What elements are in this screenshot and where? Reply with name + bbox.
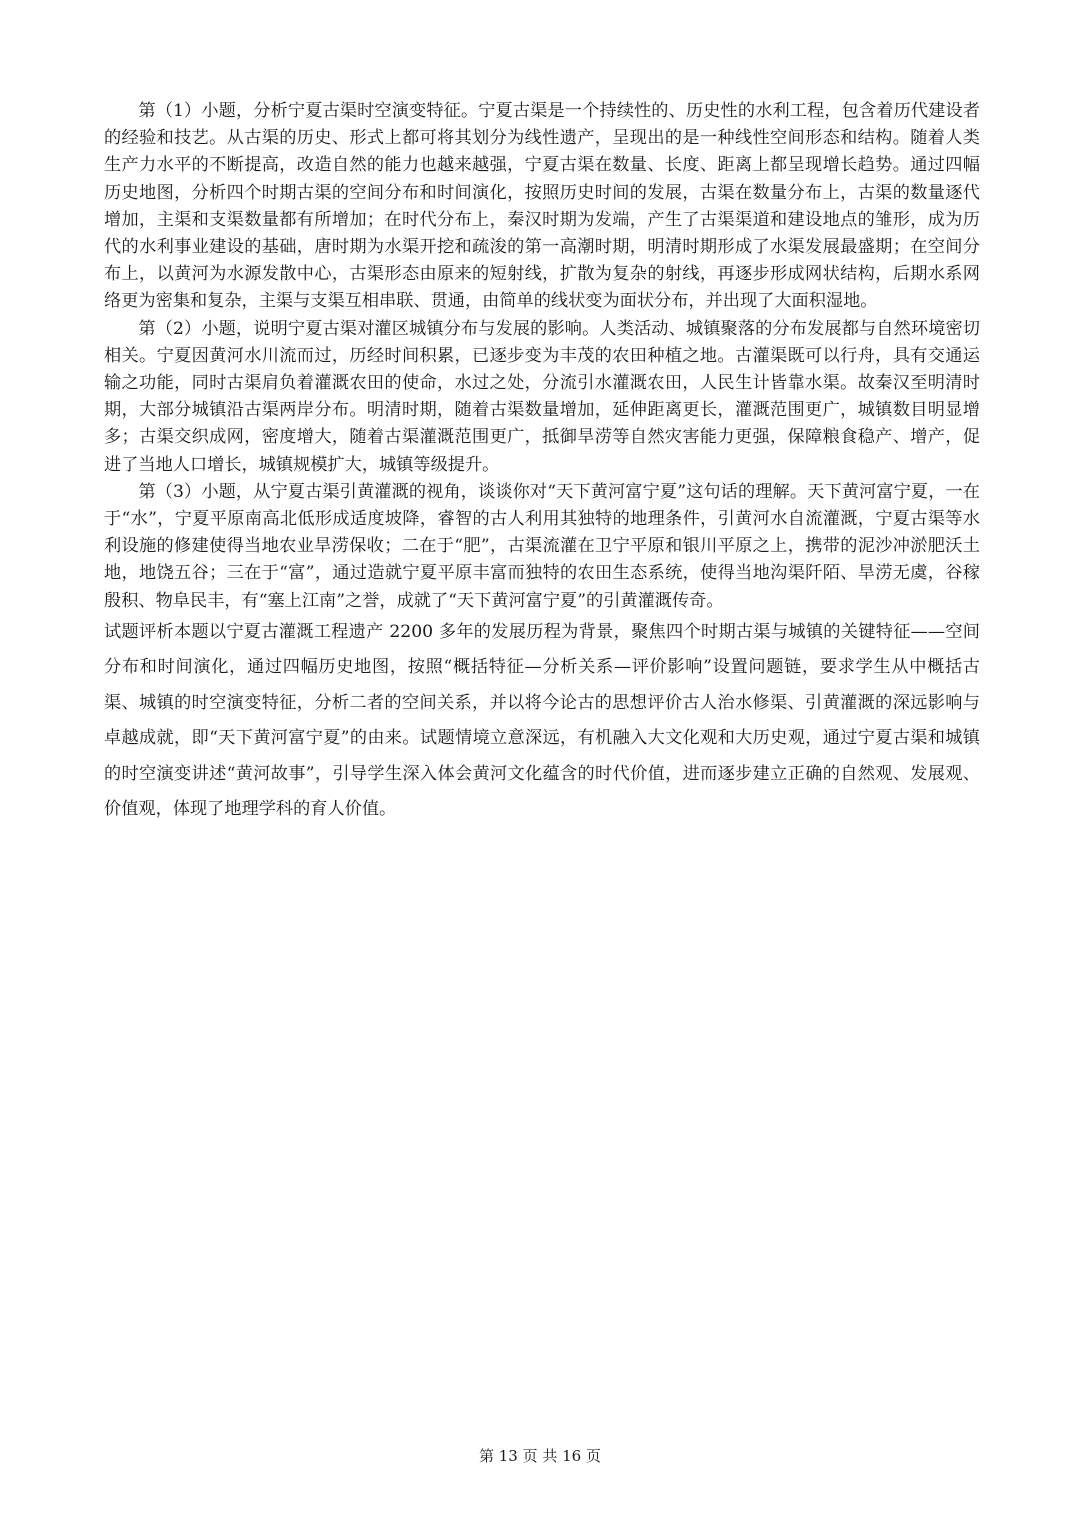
page-number-footer: 第 13 页 共 16 页 — [478, 1447, 601, 1465]
paragraph-question-1: 第（1）小题，分析宁夏古渠时空演变特征。宁夏古渠是一个持续性的、历史性的水利工程，包含着历代建设者的经验和技艺。从古渠的历史、形式上都可将其划分为线性遗产，呈现出的是一种线性空间形态和结构。随着人类生产力水平的不断提高，改造自然的能力也越来越强，宁夏古渠在数量、长度、距离上都呈现增长趋势。通过四幅历史地图，分析四个时期古渠的空间分布和时间演化，按照历史时间的发展，古渠在数量分布上，古渠的数量逐代增加，主渠和支渠数量都有所增加；在时代分布上，秦汉时期为发端，产生了古渠渠道和建设地点的雏形，成为历代的水利事业建设的基础，唐时期为水渠开挖和疏浚的第一高潮时期，明清时期形成了水渠发展最盛期；在空间分布上，以黄河为水源发散中心，古渠形态由原来的短射线，扩散为复杂的射线，再逐步形成网状结构，后期水系网络更为密集和复杂，主渠与支渠互相串联、贯通，由简单的线状变为面状分布，并出现了大面积湿地。 — [104, 101, 980, 312]
paragraph-question-3: 第（3）小题，从宁夏古渠引黄灌溉的视角，谈谈你对“天下黄河富宁夏”这句话的理解。天下黄河富宁夏，一在于“水”，宁夏平原南高北低形成适度坡降，睿智的古人利用其独特的地理条件，引黄河水自流灌溉，宁夏古渠等水利设施的修建使得当地农业旱涝保收；二在于“肥”，古渠流灌在卫宁平原和银川平原之上，携带的泥沙冲淤肥沃土地，地饶五谷；三在于“富”，通过造就宁夏平原丰富而独特的农田生态系统，使得当地沟渠阡陌、旱涝无虞，谷稼殷积、物阜民丰，有“塞上江南”之誉，成就了“天下黄河富宁夏”的引黄灌溉传奇。 — [104, 481, 980, 611]
paragraph-review: 试题评析本题以宁夏古灌溉工程遗产 2200 多年的发展历程为背景，聚焦四个时期古渠与城镇的关键特征——空间分布和时间演化，通过四幅历史地图，按照“概括特征—分析关系—评价影响”设置问题链，要求学生从中概括古渠、城镇的时空演变特征，分析二者的空间关系，并以将今论古的思想评价古人治水修渠、引黄灌溉的深远影响与卓越成就，即“天下黄河富宁夏”的由来。试题情境立意深远，有机融入大文化观和大历史观，通过宁夏古渠和城镇的时空演变讲述“黄河故事”，引导学生深入体会黄河文化蕴含的时代价值，进而逐步建立正确的自然观、发展观、价值观，体现了地理学科的育人价值。 — [104, 621, 980, 820]
paragraph-question-2: 第（2）小题，说明宁夏古渠对灌区城镇分布与发展的影响。人类活动、城镇聚落的分布发展都与自然环境密切相关。宁夏因黄河水川流而过，历经时间积累，已逐步变为丰茂的农田种植之地。古灌渠既可以行舟，具有交通运输之功能，同时古渠肩负着灌溉农田的使命，水过之处，分流引水灌溉农田，人民生计皆靠水渠。故秦汉至明清时期，大部分城镇沿古渠两岸分布。明清时期，随着古渠数量增加，延伸距离更长，灌溉范围更广，城镇数目明显增多；古渠交织成网，密度增大，随着古渠灌溉范围更广，抵御旱涝等自然灾害能力更强，保障粮食稳产、增产，促进了当地人口增长，城镇规模扩大，城镇等级提升。 — [104, 318, 980, 475]
page-body — [104, 98, 980, 828]
